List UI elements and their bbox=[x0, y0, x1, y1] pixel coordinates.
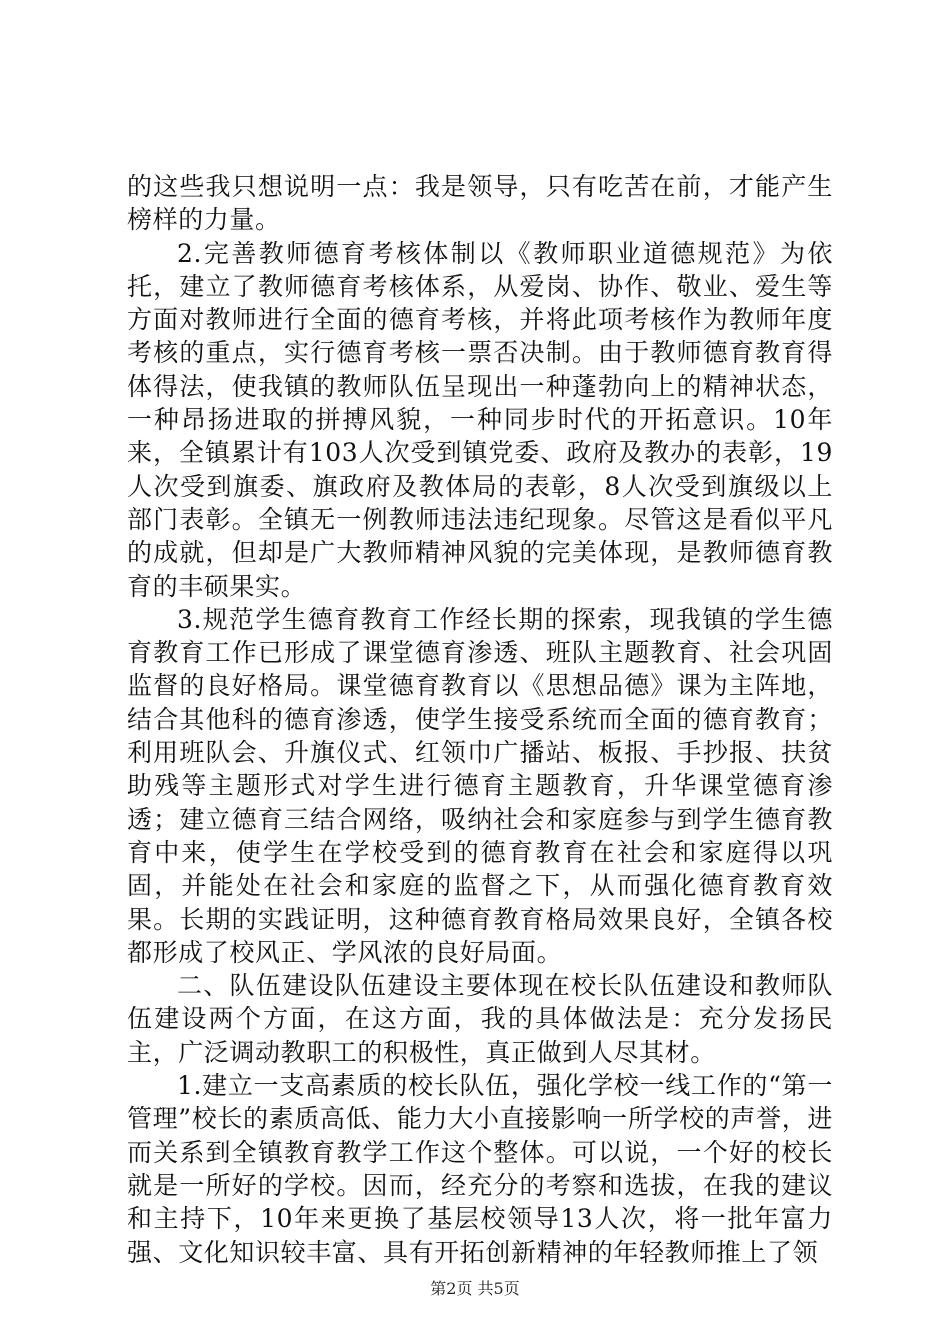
paragraph-continuation: 的这些我只想说明一点：我是领导，只有吃苦在前，才能产生榜样的力量。 bbox=[127, 172, 833, 235]
paragraph-teacher-moral-assessment: 2.完善教师德育考核体制以《教师职业道德规范》为依托，建立了教师德育考核体系，从爱岗、协作、敬业、爱生等方面对教师进行全面的德育考核，并将此项考核作为教师年度考核的重点，实行德育考核一票否决制。由于教师德育教育得体得法，使我镇的教师队伍呈现出一种蓬勃向上的精神状态，一种昂扬进取的拼搏风貌，一种同步时代的开拓意识。10年来，全镇累计有103人次受到镇党委、政府及教办的表彰，19人次受到旗委、旗政府及教体局的表彰，8人次受到旗级以上部门表彰。全镇无一例教师违法违纪现象。尽管这是看似平凡的成就，但却是广大教师精神风貌的完美体现，是教师德育教育的丰硕果实。 bbox=[127, 238, 833, 601]
document-body bbox=[127, 170, 833, 1269]
paragraph-team-building: 二、队伍建设队伍建设主要体现在校长队伍建设和教师队伍建设两个方面，在这方面，我的具体做法是：充分发扬民主，广泛调动教职工的积极性，真正做到人尽其材。 bbox=[127, 971, 833, 1067]
paragraph-principal-team: 1.建立一支高素质的校长队伍，强化学校一线工作的“第一管理”校长的素质高低、能力大小直接影响一所学校的声誉，进而关系到全镇教育教学工作这个整体。可以说，一个好的校长就是一所好的学校。因而，经充分的考察和选拔，在我的建议和主持下，10年来更换了基层校领导13人次，将一批年富力强、文化知识较丰富、具有开拓创新精神的年轻教师推上了领 bbox=[127, 1071, 833, 1267]
page-footer: 第2页 共5页 bbox=[430, 1279, 520, 1298]
paragraph-student-moral-education: 3.规范学生德育教育工作经长期的探索，现我镇的学生德育教育工作已形成了课堂德育渗透、班队主题教育、社会巩固监督的良好格局。课堂德育教育以《思想品德》课为主阵地，结合其他科的德育渗透，使学生接受系统而全面的德育教育；利用班队会、升旗仪式、红领巾广播站、板报、手抄报、扶贫助残等主题形式对学生进行德育主题教育，升华课堂德育渗透；建立德育三结合网络，吸纳社会和家庭参与到学生德育教育中来，使学生在学校受到的德育教育在社会和家庭得以巩固，并能处在社会和家庭的监督之下，从而强化德育教育效果。长期的实践证明，这种德育教育格局效果良好，全镇各校都形成了校风正、学风浓的良好局面。 bbox=[127, 604, 833, 967]
